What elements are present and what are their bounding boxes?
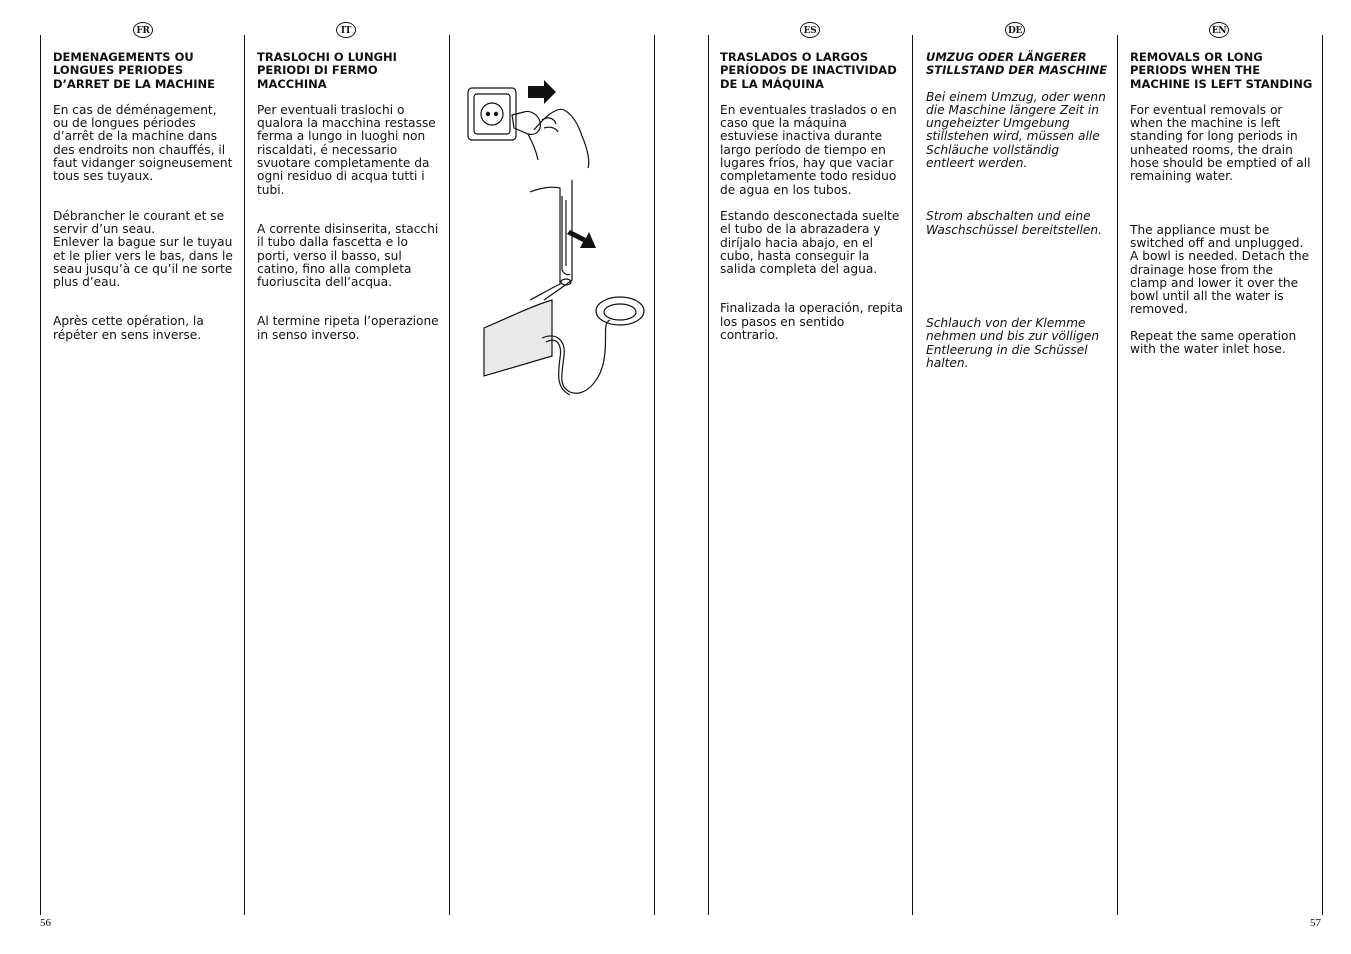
section-title-en: REMOVALS OR LONG PERIODS WHEN THE MACHINE IS LEFT STANDING [1130,50,1313,91]
column-divider [654,35,655,915]
paragraph: Repeat the same operation with the water inlet hose. [1130,328,1297,357]
section-de [926,51,1111,370]
section-title-es: TRASLADOS O LARGOS PERÍODOS DE INACTIVIDAD DE LA MÁQUINA [720,50,897,91]
column-divider [40,35,41,915]
paragraph: En cas de déménagement, ou de longues périodes d’arrêt de la machine dans des endroits non chauffés, il faut vidanger soigneusement tous ses tuyaux. [53,102,233,184]
section-fr [53,51,235,342]
language-badge-it: IT [336,22,356,38]
column-divider [1117,35,1118,915]
column-divider [449,35,450,915]
paragraph: Débrancher le courant et se servir d’un seau. [53,208,225,236]
paragraph: Après cette opération, la répéter en sens inverse. [53,314,204,342]
language-badge-es: ES [800,22,820,38]
paragraph: Enlever la bague sur le tuyau et le plier vers le bas, dans le seau jusqu’à ce qu’il ne sorte plus d’eau. [53,235,233,290]
column-divider [244,35,245,915]
section-title-fr: DEMENAGEMENTS OU LONGUES PERIODES D’ARRET DE LA MACHINE [53,50,216,91]
paragraph: The appliance must be switched off and unplugged. A bowl is needed. Detach the drainage hose from the clamp and lower it over the bowl until all the water is removed. [1130,222,1310,317]
arrow-down-right-icon [567,230,596,248]
language-badge-de: DE [1005,22,1025,38]
column-divider [912,35,913,915]
paragraph: Schlauch von der Klemme nehmen und bis zur völligen Entleerung in die Schüssel halten. [926,315,1100,370]
section-title-it: TRASLOCHI O LUNGHI PERIODI DI FERMO MACCHINA [257,50,397,91]
paragraph: Al termine ripeta l’operazione in senso inverso. [257,314,439,342]
paragraph: Bei einem Umzug, oder wenn die Maschine längere Zeit in ungeheizter Umgebung stillstehen wird, müssen alle Schläuche vollständig entleert werden. [926,89,1106,171]
section-en [1130,51,1314,356]
language-badge-en: EN [1209,22,1229,38]
language-badge-fr: FR [133,22,153,38]
section-es [720,51,904,342]
arrow-right-icon [528,80,556,104]
section-title-de: UMZUG ODER LÄNGERER STILLSTAND DER MASCHINE [926,50,1108,78]
paragraph: For eventual removals or when the machine is left standing for long periods in unheated rooms, the drain hose should be emptied of all remaining water. [1130,102,1311,184]
page-number-right: 57 [1310,917,1321,929]
hose-clamp-illustration [530,180,572,300]
paragraph: Per eventuali traslochi o qualora la macchina restasse ferma a lungo in luoghi non riscaldati, é necessario svuotare completamente da ogni residuo di acqua tutti i tubi. [257,102,436,197]
paragraph: A corrente disinserita, stacchi il tubo dalla fascetta e lo porti, verso il basso, sul catino, fino alla completa fuoriuscita dell’acqua. [257,221,439,290]
paragraph: Strom abschalten und eine Waschschüssel bereitstellen. [926,209,1102,237]
column-divider [1322,35,1323,915]
page-number-left: 56 [40,917,51,929]
paragraph: Finalizada la operación, repita los pasos en sentido contrario. [720,301,903,343]
illustration-panel [452,70,652,400]
unplug-illustration [468,88,589,168]
paragraph: Estando desconectada suelte el tubo de la abrazadera y diríjalo hacia abajo, en el cubo, hasta conseguir la salida completa del agua. [720,208,900,277]
column-divider [708,35,709,915]
paragraph: En eventuales traslados o en caso que la máquina estuviese inactiva durante largo período de tiempo en lugares fríos, hay que vaciar completamente todo residuo de agua en los tubos. [720,102,897,197]
bowl-illustration [484,297,644,395]
section-it [257,51,442,342]
